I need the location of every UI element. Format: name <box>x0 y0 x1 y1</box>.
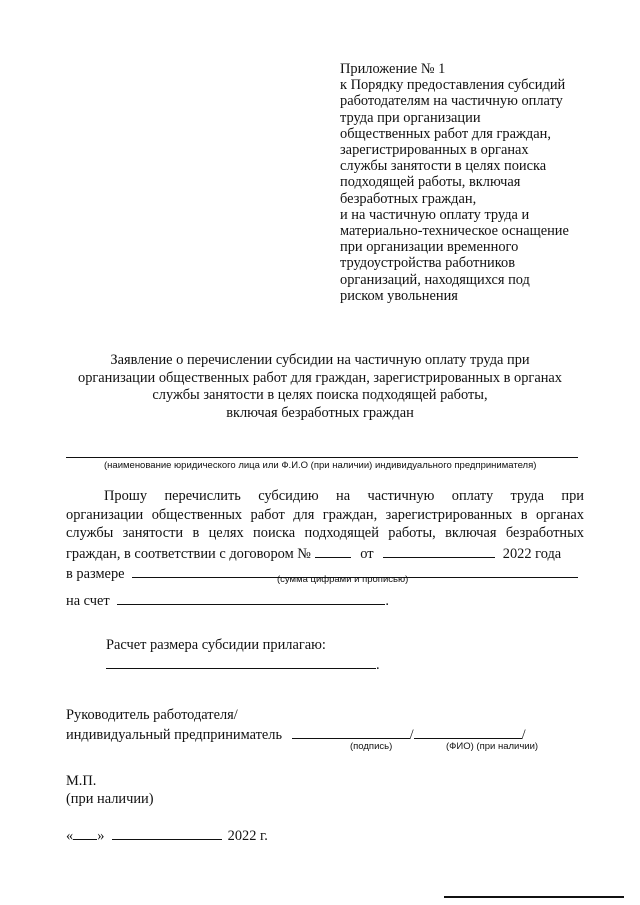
account-end: . <box>385 593 389 609</box>
org-name-field[interactable] <box>66 457 578 458</box>
title-line: службы занятости в целях поиска подходящей работы, <box>152 387 488 403</box>
amount-caption: (сумма цифрами и прописью) <box>277 574 409 585</box>
title-line: организации общественных работ для граждан, зарегистрированных в органах <box>78 369 562 386</box>
appendix-line: материально-техническое оснащение <box>340 223 569 240</box>
appendix-line: общественных работ для граждан, <box>340 125 551 142</box>
signature-slash: / <box>409 727 414 743</box>
date-open-quote: « <box>66 828 74 844</box>
account-label: на счет <box>66 593 110 609</box>
contract-year-label: 2022 года <box>502 545 562 562</box>
fio-slash: / <box>521 727 526 743</box>
calc-end: . <box>376 657 380 673</box>
date-day-field[interactable] <box>73 825 97 840</box>
date-month-field[interactable] <box>112 825 222 840</box>
request-paragraph <box>66 487 584 584</box>
date-row <box>66 825 268 845</box>
head-line-1: Руководитель работодателя/ <box>66 707 238 723</box>
appendix-line: труда при организации <box>340 109 481 126</box>
request-line-contract <box>66 543 584 564</box>
appendix-line: безработных граждан, <box>340 190 477 207</box>
account-field[interactable] <box>117 590 385 605</box>
appendix-line: трудоустройства работников <box>340 255 515 272</box>
contract-date-label: от <box>360 545 374 562</box>
date-year: 2022 г. <box>227 828 268 844</box>
fio-caption: (ФИО) (при наличии) <box>446 741 539 752</box>
request-line: организации общественных работ для граждан, зарегистрированных в органах <box>66 506 584 523</box>
appendix-line: зарегистрированных в органах <box>340 142 529 159</box>
appendix-line: службы занятости в целях поиска <box>340 158 547 175</box>
account-row <box>66 590 389 610</box>
appendix-line: риском увольнения <box>340 287 458 304</box>
contract-number-field[interactable] <box>315 543 351 558</box>
appendix-line: Приложение № 1 <box>340 61 446 77</box>
calc-field[interactable] <box>106 654 376 669</box>
title-line: Заявление о перечислении субсидии на частичную оплату труда при <box>110 352 530 368</box>
appendix-line: подходящей работы, включая <box>340 174 521 191</box>
appendix-line: и на частичную оплату труда и <box>340 206 530 223</box>
amount-label: в размере <box>66 566 125 582</box>
appendix-line: к Порядку предоставления субсидий <box>340 77 566 94</box>
date-close-quote: » <box>97 828 105 844</box>
contract-label: граждан, в соответствии с договором № <box>66 545 312 562</box>
stamp-label: М.П. <box>66 773 97 789</box>
contract-date-field[interactable] <box>383 543 495 558</box>
signature-field[interactable] <box>292 724 410 739</box>
title-line: включая безработных граждан <box>226 404 414 421</box>
calc-text: Расчет размера субсидии прилагаю: <box>106 637 326 653</box>
org-name-caption: (наименование юридического лица или Ф.И.О (при наличии) индивидуального предпринимателя) <box>104 460 537 471</box>
footer-rule <box>444 896 624 898</box>
calc-row <box>106 654 380 674</box>
appendix-line: организаций, находящихся под <box>340 271 530 288</box>
head-line-2: индивидуальный предприниматель <box>66 727 283 743</box>
stamp-note: (при наличии) <box>66 791 154 807</box>
fio-field[interactable] <box>414 724 522 739</box>
appendix-line: при организации временного <box>340 239 519 256</box>
request-line: Прошу перечислить субсидию на частичную оплату труда при <box>104 488 584 504</box>
appendix-line: работодателям на частичную оплату <box>340 93 563 110</box>
signature-caption: (подпись) <box>350 741 393 752</box>
request-line: службы занятости в целях поиска подходящей работы, включая безработных <box>66 525 584 541</box>
document-title <box>40 352 600 422</box>
appendix-header <box>340 61 610 304</box>
